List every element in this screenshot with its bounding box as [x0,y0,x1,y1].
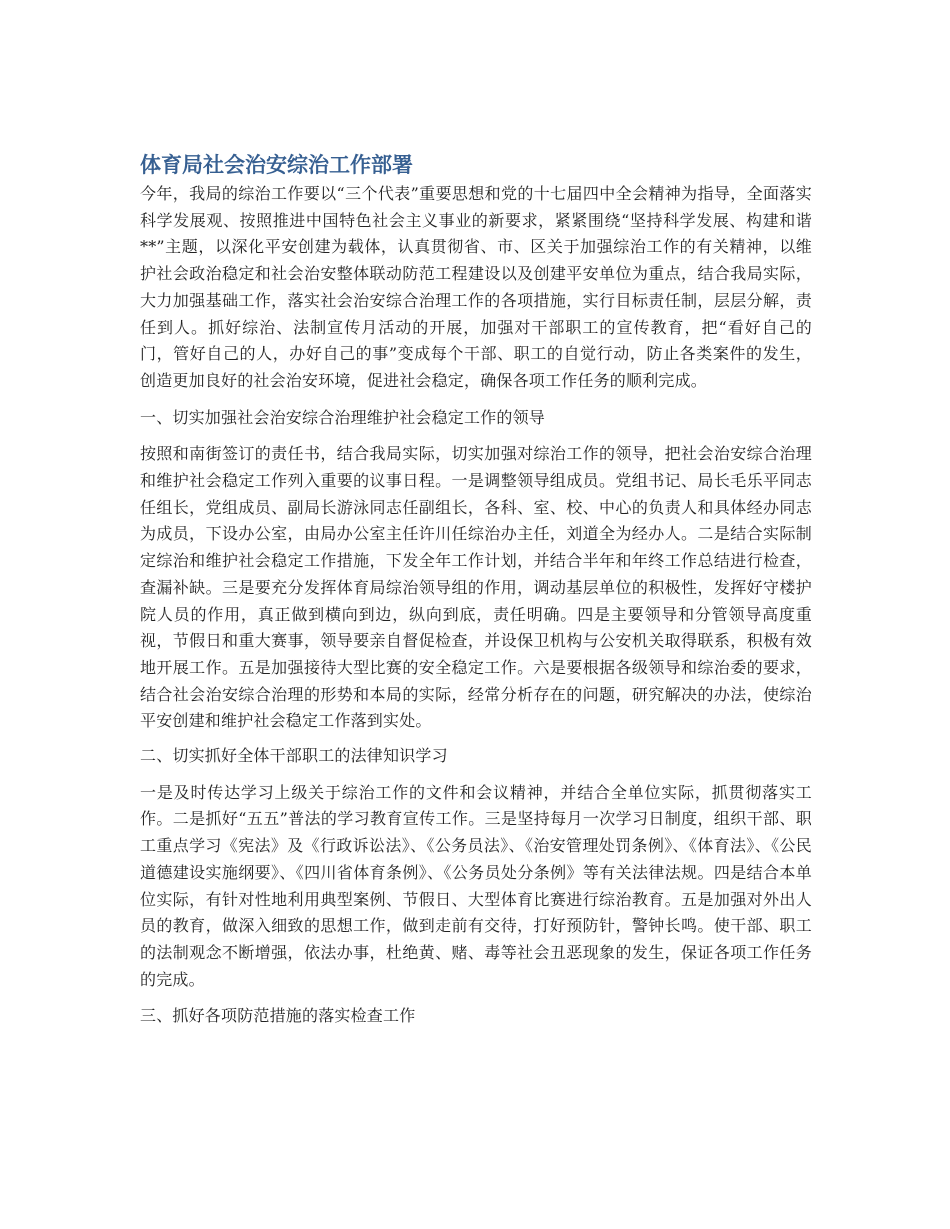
document-title: 体育局社会治安综治工作部署 [140,153,413,177]
section-2-heading: 二、切实抓好全体干部职工的法律知识学习 [140,746,448,766]
section-1-heading: 一、切实加强社会治安综合治理维护社会稳定工作的领导 [140,407,546,427]
section-3-heading: 三、抓好各项防范措施的落实检查工作 [140,1006,416,1026]
section-1-body: 按照和南街签订的责任书，结合我局实际，切实加强对综治工作的领导，把社会治安综合治理和维护社会稳定工作列入重要的议事日程。一是调整领导组成员。党组书记、局长毛乐平同志任组长，党组成员、副局长游泳同志任副组长，各科、室、校、中心的负责人和具体经办同志为成员，下设办公室，由局办公室主任许川任综治办主任，刘道全为经办人。二是结合实际制定综治和维护社会稳定工作措施，下发全年工作计划，并结合半年和年终工作总结进行检查，查漏补缺。三是要充分发挥体育局综治领导组的作用，调动基层单位的积极性，发挥好守楼护院人员的作用，真正做到横向到边，纵向到底，责任明确。四是主要领导和分管领导高度重视，节假日和重大赛事，领导要亲自督促检查，并设保卫机构与公安机关取得联系，积极有效地开展工作。五是加强接待大型比赛的安全稳定工作。六是要根据各级领导和综治委的要求，结合社会治安综合治理的形势和本局的实际，经常分析存在的问题，研究解决的办法，使综治平安创建和维护社会稳定工作落到实处。 [140,444,812,731]
intro-paragraph: 今年，我局的综治工作要以“三个代表”重要思想和党的十七届四中全会精神为指导，全面落实科学发展观、按照推进中国特色社会主义事业的新要求，紧紧围绕“坚持科学发展、构建和谐**”主题，以深化平安创建为载体，认真贯彻省、市、区关于加强综治工作的有关精神，以维护社会政治稳定和社会治安整体联动防范工程建设以及创建平安单位为重点，结合我局实际，大力加强基础工作，落实社会治安综合治理工作的各项措施，实行目标责任制，层层分解，责任到人。抓好综治、法制宣传月活动的开展，加强对干部职工的宣传教育，把“看好自己的门，管好自己的人，办好自己的事”变成每个干部、职工的自觉行动，防止各类案件的发生，创造更加良好的社会治安环境，促进社会稳定，确保各项工作任务的顺利完成。 [140,184,812,390]
section-2-body: 一是及时传达学习上级关于综治工作的文件和会议精神，并结合全单位实际，抓贯彻落实工作。二是抓好“五五”普法的学习教育宣传工作。三是坚持每月一次学习日制度，组织干部、职工重点学习《宪法》及《行政诉讼法》、《公务员法》、《治安管理处罚条例》、《体育法》、《公民道德建设实施纲要》、《四川省体育条例》、《公务员处分条例》等有关法律法规。四是结合本单位实际，有针对性地利用典型案例、节假日、大型体育比赛进行综治教育。五是加强对外出人员的教育，做深入细致的思想工作，做到走前有交待，打好预防针，警钟长鸣。使干部、职工的法制观念不断增强，依法办事，杜绝黄、赌、毒等社会丑恶现象的发生，保证各项工作任务的完成。 [140,782,812,989]
document-page [140,150,812,1030]
